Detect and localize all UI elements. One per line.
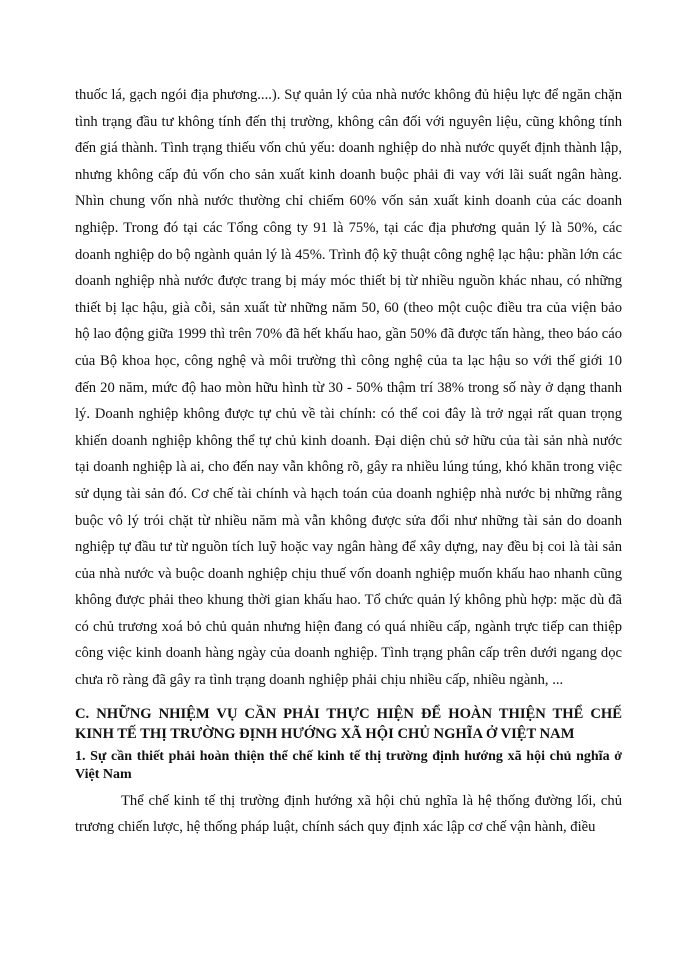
body-paragraph: thuốc lá, gạch ngói địa phương....). Sự quản lý của nhà nước không đủ hiệu lực để ngăn chặn tình trạng đầu tư không tính đến thị trường, không cân đối với nguyên liệu, cũng không tính đến giá thành. Tình trạng thiếu vốn chủ yếu: doanh nghiệp do nhà nước quyết định thành lập, nhưng không cấp đủ vốn cho sản xuất kinh doanh buộc phải đi vay với lãi suất ngân hàng. Nhìn chung vốn nhà nước thường chỉ chiếm 60% vốn sản xuất kinh doanh của các doanh nghiệp. Trong đó tại các Tổng công ty 91 là 75%, tại các địa phương quản lý là 50%, các doanh nghiệp do bộ ngành quản lý là 45%. Trình độ kỹ thuật công nghệ lạc hậu: phần lớn các doanh nghiệp nhà nước được trang bị máy móc thiết bị từ nhiều nguồn khác nhau, có những thiết bị lạc hậu, già cỗi, sản xuất từ những năm 50, 60 (theo một cuộc điều tra của viện bảo hộ lao động giữa 1999 thì trên 70% đã hết khấu hao, gần 50% đã được tấn hàng, theo báo cáo của Bộ khoa học, công nghệ và môi trường thì công nghệ của ta lạc hậu so với thế giới 10 đến 20 năm, mức độ hao mòn hữu hình từ 30 - 50% thậm trí 38% trong số này ở dạng thanh lý. Doanh nghiệp không được tự chủ về tài chính: có thể coi đây là trở ngại rất quan trọng khiến doanh nghiệp không thể tự chủ kinh doanh. Đại diện chủ sở hữu của tài sản nhà nước tại doanh nghiệp là ai, cho đến nay vẫn không rõ, gây ra nhiều lúng túng, khó khăn trong việc sử dụng tài sản đó. Cơ chế tài chính và hạch toán của doanh nghiệp nhà nước bị những rằng buộc vô lý trói chặt từ nhiều năm mà vẫn không được sửa đổi như những tài sản do doanh nghiệp tự đầu tư từ nguồn tích luỹ hoặc vay ngân hàng để xây dựng, nay đều bị coi là tài sản của nhà nước và buộc doanh nghiệp chịu thuế vốn doanh nghiệp muốn khấu hao nhanh cũng không được phải theo khung thời gian khấu hao. Tổ chức quản lý không phù hợp: mặc dù đã có chủ trương xoá bỏ chủ quản nhưng hiện đang có quá nhiều cấp, ngành trực tiếp can thiệp công việc kinh doanh hàng ngày của doanh nghiệp. Tình trạng phân cấp trên dưới ngang dọc chưa rõ ràng đã gây ra tình trạng doanh nghiệp phải chịu nhiều cấp, nhiều ngành, ... (75, 87, 622, 689)
section-heading: C. NHỮNG NHIỆM VỤ CẦN PHẢI THỰC HIỆN ĐỂ HOÀN THIỆN THỂ CHẾ KINH TẾ THỊ TRƯỜNG ĐỊNH HƯỚNG XÃ HỘI CHỦ NGHĨA Ở VIỆT NAM (75, 705, 622, 742)
body-paragraph-2: Thể chế kinh tế thị trường định hướng xã hội chủ nghĩa là hệ thống đường lối, chủ trương chiến lược, hệ thống pháp luật, chính sách quy định xác lập cơ chế vận hành, điều (75, 792, 622, 836)
subsection-heading: 1. Sự cần thiết phải hoàn thiện thể chế kinh tế thị trường định hướng xã hội chủ nghĩa ở Việt Nam (75, 748, 622, 782)
document-page (75, 82, 622, 841)
